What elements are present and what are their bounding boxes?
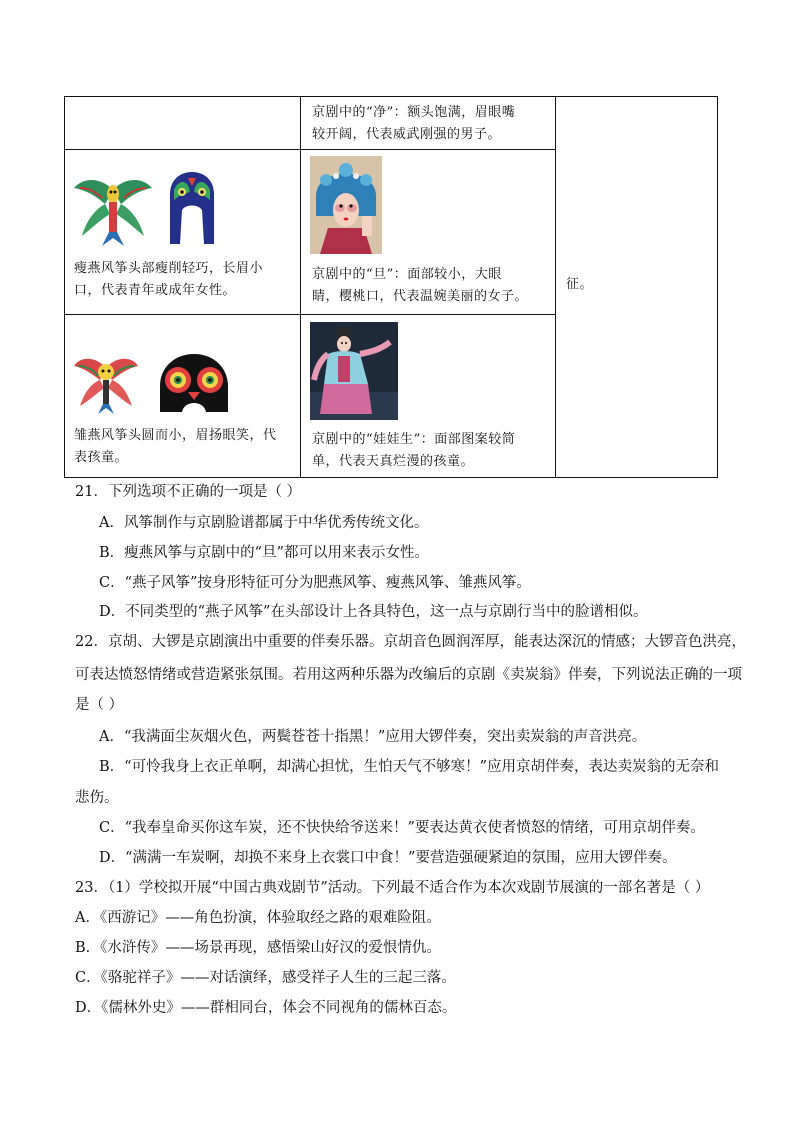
q22-option-d[interactable]: D．“满满一车炭啊，却换不来身上衣裳口中食！”要营造强硬紧迫的氛围，应用大锣伴奏。 (99, 850, 677, 866)
q21-option-c[interactable]: C．“燕子风筝”按身形特征可分为肥燕风筝、瘦燕风筝、雏燕风筝。 (99, 575, 531, 591)
q22-option-c[interactable]: C．“我奉皇命买你这车炭，还不快快给爷送来！”要表达黄衣使者愤怒的情绪，可用京胡伴奏。 (99, 820, 705, 836)
q21-option-b[interactable]: B．瘦燕风筝与京剧中的“旦”都可以用来表示女性。 (99, 545, 429, 561)
dan-opera-photo (310, 156, 382, 254)
q22-stem-line-3: 是（ ） (75, 697, 124, 713)
q22-option-b[interactable]: B．“可怜我身上衣正单啊，却满心担忧，生怕天气不够寒！”应用京胡伴奏，表达卖炭翁的无奈和 (99, 759, 719, 775)
q23-option-c[interactable]: C．《骆驼祥子》——对话演绎，感受祥子人生的三起三落。 (75, 970, 456, 986)
dan-description: 京剧中的“旦”：面部较小，大眼 睛，樱桃口，代表温婉美丽的女子。 (312, 267, 529, 304)
wawasheng-description: 京剧中的“娃娃生”：面部图案较简 单，代表天真烂漫的孩童。 (312, 432, 516, 469)
shouyan-kite-image (72, 170, 154, 248)
q23-option-a[interactable]: A．《西游记》——角色扮演，体验取经之路的艰难险阻。 (75, 910, 441, 926)
q21-stem: 21．下列选项不正确的一项是（ ） (75, 484, 302, 500)
jing-description: 京剧中的“净”：额头饱满，眉眼嘴 较开阔，代表威武刚强的男子。 (312, 105, 516, 142)
q23-option-d[interactable]: D．《儒林外史》——群相同台，体会不同视角的儒林百态。 (75, 1000, 457, 1016)
shouyan-kite-description: 瘦燕风筝头部瘦削轻巧，长眉小 口，代表青年或成年女性。 (74, 261, 264, 298)
comparison-table (64, 96, 718, 478)
wawasheng-opera-photo (310, 322, 398, 420)
chuyan-kite-image (72, 352, 140, 416)
q22-option-b-cont: 悲伤。 (75, 790, 119, 806)
chuyan-kite-face-image (158, 352, 230, 414)
q23-stem: 23．（1）学校拟开展“中国古典戏剧节”活动。下列最不适合作为本次戏剧节展演的一部名著是（ ） (75, 880, 710, 896)
q21-option-d[interactable]: D．不同类型的“燕子风筝”在头部设计上各具特色，这一点与京剧行当中的脸谱相似。 (99, 604, 648, 620)
q23-option-b[interactable]: B．《水浒传》——场景再现，感悟梁山好汉的爱恨情仇。 (75, 940, 441, 956)
q22-option-a[interactable]: A．“我满面尘灰烟火色，两鬓苍苍十指黑！”应用大锣伴奏，突出卖炭翁的声音洪亮。 (99, 729, 647, 745)
shouyan-kite-face-image (168, 170, 216, 248)
right-column-text: 征。 (566, 277, 594, 292)
q21-option-a[interactable]: A．风筝制作与京剧脸谱都属于中华优秀传统文化。 (99, 515, 429, 531)
q22-stem-line-1: 22．京胡、大锣是京剧演出中重要的伴奏乐器。京胡音色圆润浑厚，能表达深沉的情感；大锣音色洪亮， (75, 634, 746, 650)
q22-stem-line-2: 可表达愤怒情绪或营造紧张氛围。若用这两种乐器为改编后的京剧《卖炭翁》伴奏，下列说法正确的一项 (75, 667, 742, 683)
chuyan-kite-description: 雏燕风筝头圆而小，眉扬眼笑，代 表孩童。 (74, 428, 277, 465)
